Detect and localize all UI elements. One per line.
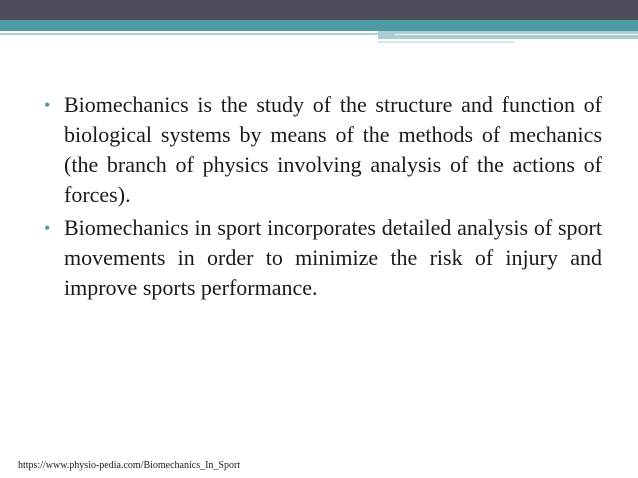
- header-teal-band: [0, 20, 638, 31]
- header-accent-block: [378, 31, 638, 39]
- bullet-item: [44, 90, 602, 210]
- header-faint-line: [378, 41, 514, 43]
- header-accent-line: [0, 33, 378, 35]
- header-divider-line: [395, 34, 638, 35]
- bullet-text: Biomechanics is the study of the structure and function of biological systems by means of the methods of mechanics (the branch of physics involving analysis of the actions of forces).: [64, 92, 602, 207]
- header-dark-band: [0, 0, 638, 20]
- bullet-list: [44, 90, 602, 306]
- bullet-item: [44, 213, 602, 303]
- bullet-icon: •: [44, 218, 51, 238]
- bullet-icon: •: [44, 95, 51, 115]
- source-citation: https://www.physio-pedia.com/Biomechanics_In_Sport: [18, 460, 241, 471]
- bullet-text: Biomechanics in sport incorporates detailed analysis of sport movements in order to minimize the risk of injury and improve sports performance.: [64, 215, 602, 300]
